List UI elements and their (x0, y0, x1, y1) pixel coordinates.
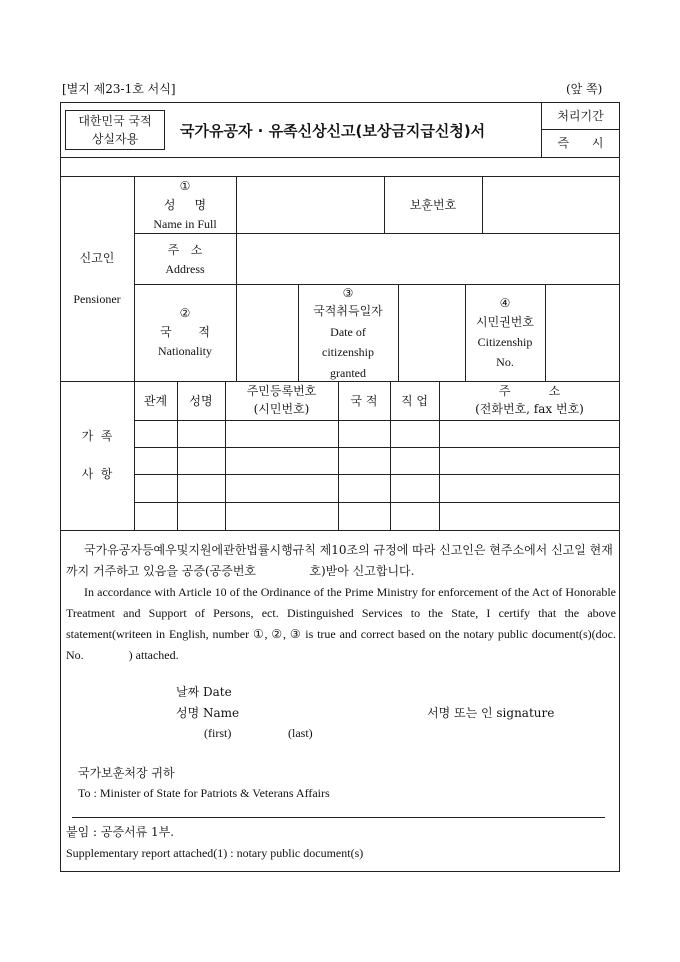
nationality-label: 국 적 (160, 325, 210, 339)
attachment-korean: 붙임 : 공증서류 1부. (66, 825, 175, 839)
address-label-en: Address (165, 262, 205, 276)
processing-period-label: 처리기간 (557, 109, 604, 123)
citizenship-date-en-3: granted (330, 366, 366, 380)
rule (60, 530, 620, 531)
date-label: 날짜 Date (176, 685, 232, 699)
col-relation: 관계 (143, 394, 168, 408)
rule (134, 233, 620, 234)
name-number: ① (179, 179, 191, 193)
statement-korean: 국가유공자등예우및지원에관한법률시행규칙 제10조의 규정에 따라 신고인은 현주소에서 신고일 현재까지 거주하고 있음을 공증(공증번호 호)받아 신고합니다. (66, 543, 613, 578)
family-label-2: 사 항 (81, 467, 113, 481)
statement-english: In accordance with Article 10 of the Ordinance of the Prime Ministry for enforcement of the Act of Honorable Treatment and Support of Persons, ect. Distinguished Services to the State, I certify that the above statement(writeen in English, number ①, ②, ③ is true and correct based on the notary public document(s)(doc. No. ) attached. (66, 585, 619, 662)
recipient-korean: 국가보훈처장 귀하 (78, 766, 175, 780)
citizenship-no-label: 시민권번호 (476, 315, 534, 329)
name-label-en: Name in Full (153, 217, 217, 231)
veteran-number-label: 보훈번호 (409, 198, 457, 212)
citizenship-no-number: ④ (499, 296, 511, 310)
first-name-label: (first) (204, 726, 232, 740)
col-job: 직 업 (401, 394, 428, 408)
applicant-label-en: Pensioner (73, 292, 121, 306)
form-title: 국가유공자 · 유족신상신고(보상금지급신청)서 (180, 122, 486, 140)
rule (60, 176, 620, 177)
col-nationality: 국 적 (350, 394, 378, 408)
citizenship-no-en-2: No. (496, 355, 514, 369)
rule (134, 420, 620, 421)
recipient-english: To : Minister of State for Patriots & Veterans Affairs (78, 786, 330, 800)
category-line-1: 대한민국 국적 (78, 114, 152, 128)
citizenship-date-label: 국적취득일자 (313, 304, 383, 318)
rule (482, 176, 483, 233)
col-address-sub: (전화번호, fax 번호) (475, 402, 584, 416)
category-line-2: 상실자용 (91, 132, 139, 146)
page-side-label: (앞 쪽) (566, 82, 603, 96)
family-label-1: 가 족 (81, 429, 113, 443)
divider (72, 817, 605, 818)
col-reg-no: 주민등록번호 (246, 384, 317, 398)
attachment-english: Supplementary report attached(1) : notary public document(s) (66, 846, 364, 860)
citizenship-date-number: ③ (342, 286, 354, 300)
nationality-label-en: Nationality (158, 344, 212, 358)
rule (541, 129, 620, 130)
signature-label: 서명 또는 인 signature (427, 706, 555, 720)
rule (545, 284, 546, 381)
rule (60, 157, 620, 158)
col-reg-no-sub: (시민번호) (253, 402, 310, 416)
col-address: 주 소 (498, 384, 561, 398)
citizenship-date-en-1: Date of (330, 325, 366, 339)
rule (60, 381, 620, 382)
applicant-label: 신고인 (79, 251, 115, 265)
address-label: 주 소 (167, 243, 203, 257)
form-number: [별지 제23-1호 서식] (62, 82, 176, 96)
rule (134, 474, 620, 475)
nationality-number: ② (179, 306, 191, 320)
rule (134, 502, 620, 503)
citizenship-date-en-2: citizenship (322, 345, 374, 359)
last-name-label: (last) (288, 726, 313, 740)
processing-period-value: 즉 시 (557, 136, 604, 150)
citizenship-no-en-1: Citizenship (477, 335, 533, 349)
name-sign-label: 성명 Name (176, 706, 240, 720)
rule (236, 176, 237, 381)
name-label: 성 명 (163, 198, 207, 212)
rule (398, 284, 399, 381)
col-name: 성명 (189, 394, 213, 408)
rule (134, 447, 620, 448)
